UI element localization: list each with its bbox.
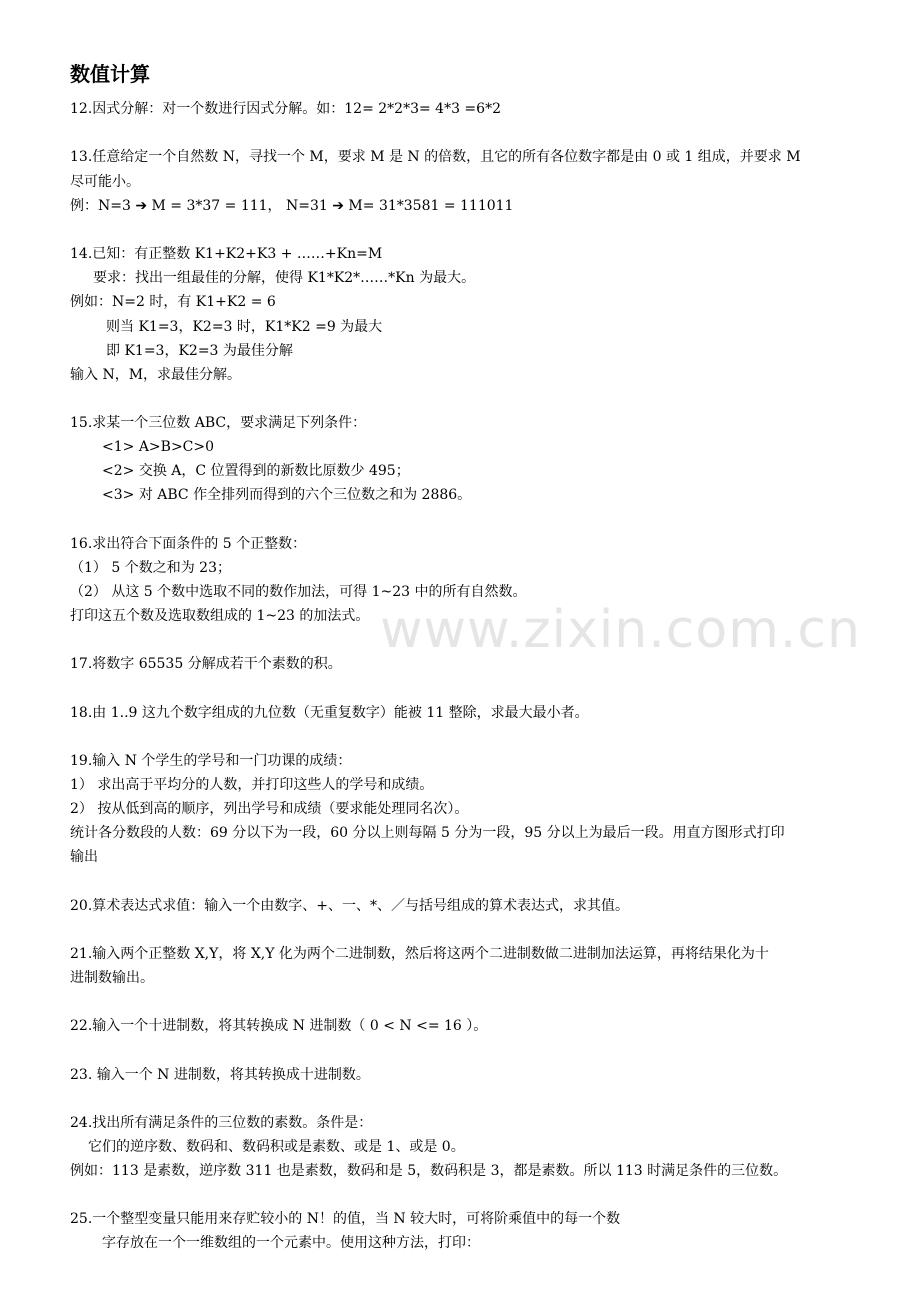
problem-21-line: 21.输入两个正整数 X,Y，将 X,Y 化为两个二进制数，然后将这两个二进制数做二进制加法运算，再将结果化为十: [70, 946, 769, 962]
problem-13-example: 例：N=3 ➔ M = 3*37 = 111， N=31 ➔ M= 31*3581 = 111011: [70, 198, 514, 214]
problem-17-line: 17.将数字 65535 分解成若干个素数的积。: [70, 656, 342, 672]
problem-25-line: 25.一个整型变量只能用来存贮较小的 N！的值，当 N 较大时，可将阶乘值中的每一个数: [70, 1211, 621, 1227]
watermark: www.zixin.com.cn: [380, 600, 861, 660]
problem-19-line: 输出: [70, 849, 98, 865]
problem-22-line: 22.输入一个十进制数，将其转换成 N 进制数（ 0 < N <= 16 ）。: [70, 1018, 488, 1034]
problem-15-condition: <1> A>B>C>0: [102, 439, 215, 455]
problem-16-line: 打印这五个数及选取数组成的 1~23 的加法式。: [70, 608, 370, 624]
problem-14-line: 输入 N，M，求最佳分解。: [70, 367, 242, 383]
problem-24-line: 24.找出所有满足条件的三位数的素数。条件是：: [70, 1115, 373, 1131]
problem-14-line: 即 K1=3，K2=3 为最佳分解: [106, 343, 293, 359]
problem-16-condition: （1） 5 个数之和为 23；: [70, 560, 231, 576]
problem-19-line: 19.输入 N 个学生的学号和一门功课的成绩：: [70, 753, 352, 769]
problem-14-line: 14.已知：有正整数 K1+K2+K3 + ……+Kn=M: [70, 246, 383, 262]
problem-19-line: 统计各分数段的人数：69 分以下为一段，60 分以上则每隔 5 分为一段，95 分以上为最后一段。用直方图形式打印: [70, 825, 785, 841]
problem-24-example: 例如：113 是素数，逆序数 311 也是素数，数码和是 5，数码积是 3，都是素数。所以 113 时满足条件的三位数。: [70, 1163, 788, 1179]
problem-16-line: 16.求出符合下面条件的 5 个正整数：: [70, 536, 307, 552]
problem-13-line: 尽可能小。: [70, 174, 140, 190]
problem-21-line: 进制数输出。: [70, 970, 154, 986]
problem-15-condition: <3> 对 ABC 作全排列而得到的六个三位数之和为 2886。: [102, 487, 472, 503]
problem-15-condition: <2> 交换 A，C 位置得到的新数比原数少 495；: [102, 463, 410, 479]
problem-12-line: 12.因式分解：对一个数进行因式分解。如：12= 2*2*3= 4*3 =6*2: [70, 101, 501, 117]
problem-18-line: 18.由 1..9 这九个数字组成的九位数（无重复数字）能被 11 整除，求最大最小者。: [70, 705, 589, 721]
page-title: 数值计算: [70, 62, 150, 86]
problem-23-line: 23. 输入一个 N 进制数，将其转换成十进制数。: [70, 1067, 370, 1083]
problem-15-line: 15.求某一个三位数 ABC，要求满足下列条件：: [70, 415, 367, 431]
problem-24-line: 它们的逆序数、数码和、数码积或是素数、或是 1、或是 0。: [88, 1139, 465, 1155]
problem-25-line: 字存放在一个一维数组的一个元素中。使用这种方法，打印：: [102, 1235, 480, 1251]
problem-16-condition: （2） 从这 5 个数中选取不同的数作加法，可得 1~23 中的所有自然数。: [70, 584, 527, 600]
problem-19-item: 2） 按从低到高的顺序，列出学号和成绩（要求能处理同名次）。: [70, 801, 469, 817]
problem-20-line: 20.算术表达式求值：输入一个由数字、+、一、*、／与括号组成的算术表达式，求其值。: [70, 898, 629, 914]
problem-14-line: 要求：找出一组最佳的分解，使得 K1*K2*……*Kn 为最大。: [93, 270, 476, 286]
problem-14-line: 例如：N=2 时，有 K1+K2 = 6: [70, 294, 276, 310]
problem-13-line: 13.任意给定一个自然数 N，寻找一个 M，要求 M 是 N 的倍数，且它的所有各位数字都是由 0 或 1 组成，并要求 M: [70, 149, 801, 165]
problem-14-line: 则当 K1=3，K2=3 时，K1*K2 =9 为最大: [106, 319, 383, 335]
problem-19-item: 1） 求出高于平均分的人数，并打印这些人的学号和成绩。: [70, 777, 434, 793]
